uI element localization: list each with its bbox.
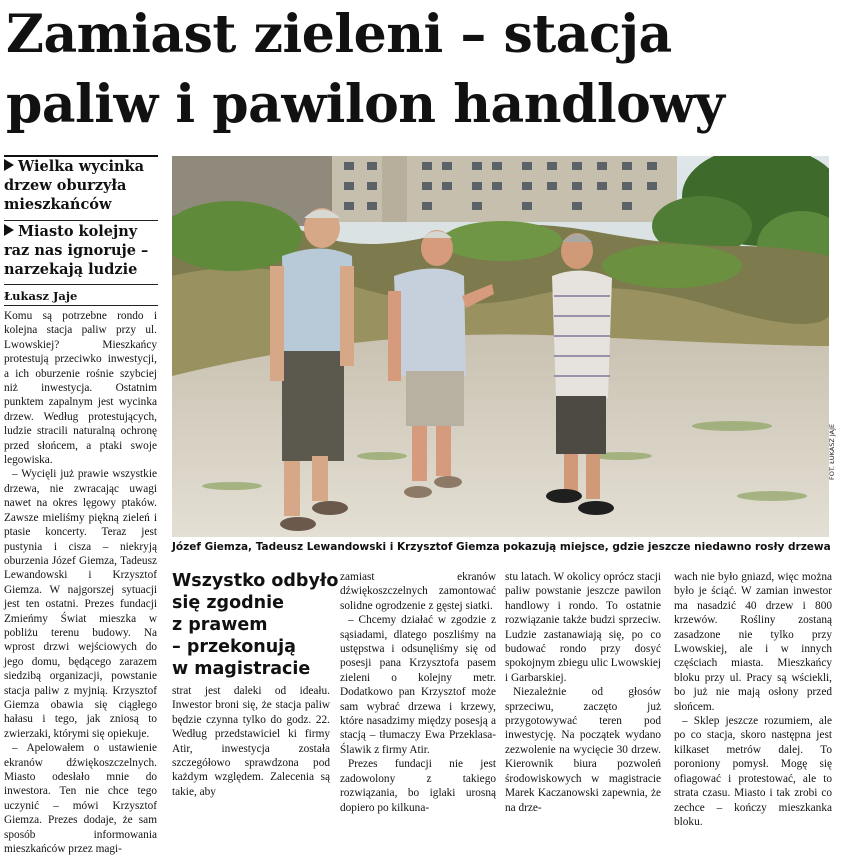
paragraph: – Sklep jeszcze rozumiem, ale po co stacja, skoro następna jest kilkaset metrów dalej. To poroniony pomysł. Mogę się ofiagować i protestować, ale to strata czasu. Miasto i tak zrobi co zechce – kończy mieszkanka bloku. [674,715,832,828]
article-column-1 [4,309,157,856]
sub-headline-line: w magistracie [172,659,311,679]
paragraph: – Apelowałem o ustawienie ekranów dźwiękoszczelnych. Miasto odesłało mnie do inwestora. Ten nie chce tego uczynić – mówi Krzysztof Giemza. Prezes dodaje, że sam sposób informowania mieszkańców przez magi- [4,742,157,856]
article-column-2 [172,684,330,799]
lead-2-line-1: Miasto kolejny [18,223,138,240]
photo-scene [172,156,829,537]
lead-2-line-3: narzekają ludzie [4,261,138,278]
headline [6,0,842,140]
article-column-4 [505,570,661,815]
paragraph: zamiast ekranów dźwiękoszczelnych zamontować solidne ogrodzenie z gęstej siatki. [340,571,496,612]
triangle-bullet-icon [4,224,14,236]
headline-line-2: paliw i pawilon handlowy [6,74,725,135]
sub-headline-line: – przekonują [172,637,296,657]
lead-1-line-2: drzew oburzyła [4,177,127,194]
byline-rule [4,284,158,285]
paragraph: wach nie było gniazd, więc można było je ściąć. W zamian inwestor ma nasadzić 40 drzew i 800 krzewów. Rośliny zostaną zasadzone nie tylko przy Lwowskiej, ale i w innych częściach miasta. Mieszkańcy bloku przy ul. Pracy są wściekli, bo już nie mają osłony przed słońcem. [674,571,832,713]
photo-caption: Józef Giemza, Tadeusz Lewandowski i Krzysztof Giemza pokazują miejsce, gdzie jeszcze niedawno rosły drzewa [172,541,831,553]
lead-divider [4,220,158,221]
lead-1 [4,157,156,214]
paragraph: stu latach. W okolicy oprócz stacji paliw powstanie jeszcze pawilon handlowy i rondo. To ostatnie rozwiązanie także budzi sprzeciw. Ludzie zastanawiają się, po co budować rondo przy dosyć spokojnym zbiegu ulic Lwowskiej i Garbarskiej. [505,571,661,684]
paragraph: Prezes fundacji nie jest zadowolony z takiego rozwiązania, bo iglaki urosną dopiero po kilkuna- [340,758,496,814]
byline-bottom-rule [4,305,158,306]
sub-headline-line: się zgodnie [172,593,284,613]
paragraph: Komu są potrzebne rondo i kolejna stacja paliw przy ul. Lwowskiej? Mieszkańcy protestują przeciwko inwestycji, a ich oburzenie rośnie szybciej niż inwestycja. Ostatnim punktem zapalnym jest wycinka drzew. Według protestujących, ludzie stracili naturalną ochronę przed słońcem, a ptaki swoje legowiska. [4,310,157,467]
byline: Łukasz Jaje [4,289,78,303]
paragraph: – Chcemy działać w zgodzie z sąsiadami, dlatego poszliśmy na ustępstwa i odsunęliśmy się od posesji pana Krzysztofa pasem zieleni o kolejny metr. Dodatkowo pan Krzysztof może sam wybrać drzewa i krzewy, które nasadzimy między posesją a stacją – tłumaczy Ewa Przeklasa-Ślawik z firmy Atir. [340,614,496,756]
sub-headline [172,570,339,680]
article-column-5 [674,570,832,829]
photo-credit: FOT. ŁUKASZ JAJE [828,423,836,480]
lead-1-line-3: mieszkańców [4,196,112,213]
paragraph: strat jest daleki od ideału. Inwestor broni się, że stacja paliw będzie czynna tylko do godz. 22. Według przedstawiciel ki firmy Atir, inwestycja została szczegółowo sprawdzona pod każdym względem. Zalecenia są takie, aby [172,685,330,798]
lead-2-line-2: raz nas ignoruje – [4,242,149,259]
headline-line-1: Zamiast zieleni – stacja [6,4,672,65]
lead-1-line-1: Wielka wycinka [18,158,144,175]
sub-headline-line: z prawem [172,615,268,635]
sub-headline-line: Wszystko odbyło [172,571,339,591]
paragraph: Niezależnie od głosów sprzeciwu, zaczęto już przygotowywać teren pod inwestycję. Na początek wydano zezwolenie na wycięcie 30 drzew. Kierownik biura pozwoleń środowiskowych w magistracie Marek Kaczanowski zapewnia, że na drze- [505,686,661,814]
article-photo [172,156,829,537]
triangle-bullet-icon [4,159,14,171]
article-column-3 [340,570,496,815]
lead-2 [4,222,156,279]
paragraph: – Wycięli już prawie wszystkie drzewa, nie zwracając uwagi nawet na okres lęgowy ptaków. Zawsze mieliśmy piękną zieleń i ptasie koncerty. Teraz jest pustynia i cisza – niekryją oburzenia Józef Giemza, Tadeusz Lewandowski i Krzysztof Giemza. W najgorszej sytuacji jest ten ostatni. Prezes fundacji Zmieńmy Świat mieszka w pobliżu terenu budowy. Na wprost drzwi wejściowych do jego domu, będącego zarazem siedzibą organizacji, powstanie stacja paliw z myjnią. Krzysztof Giemza obawia się ciągłego hałasu i tego, jak zniosą to zwierzaki, którymi się opiekuje. [4,468,157,740]
